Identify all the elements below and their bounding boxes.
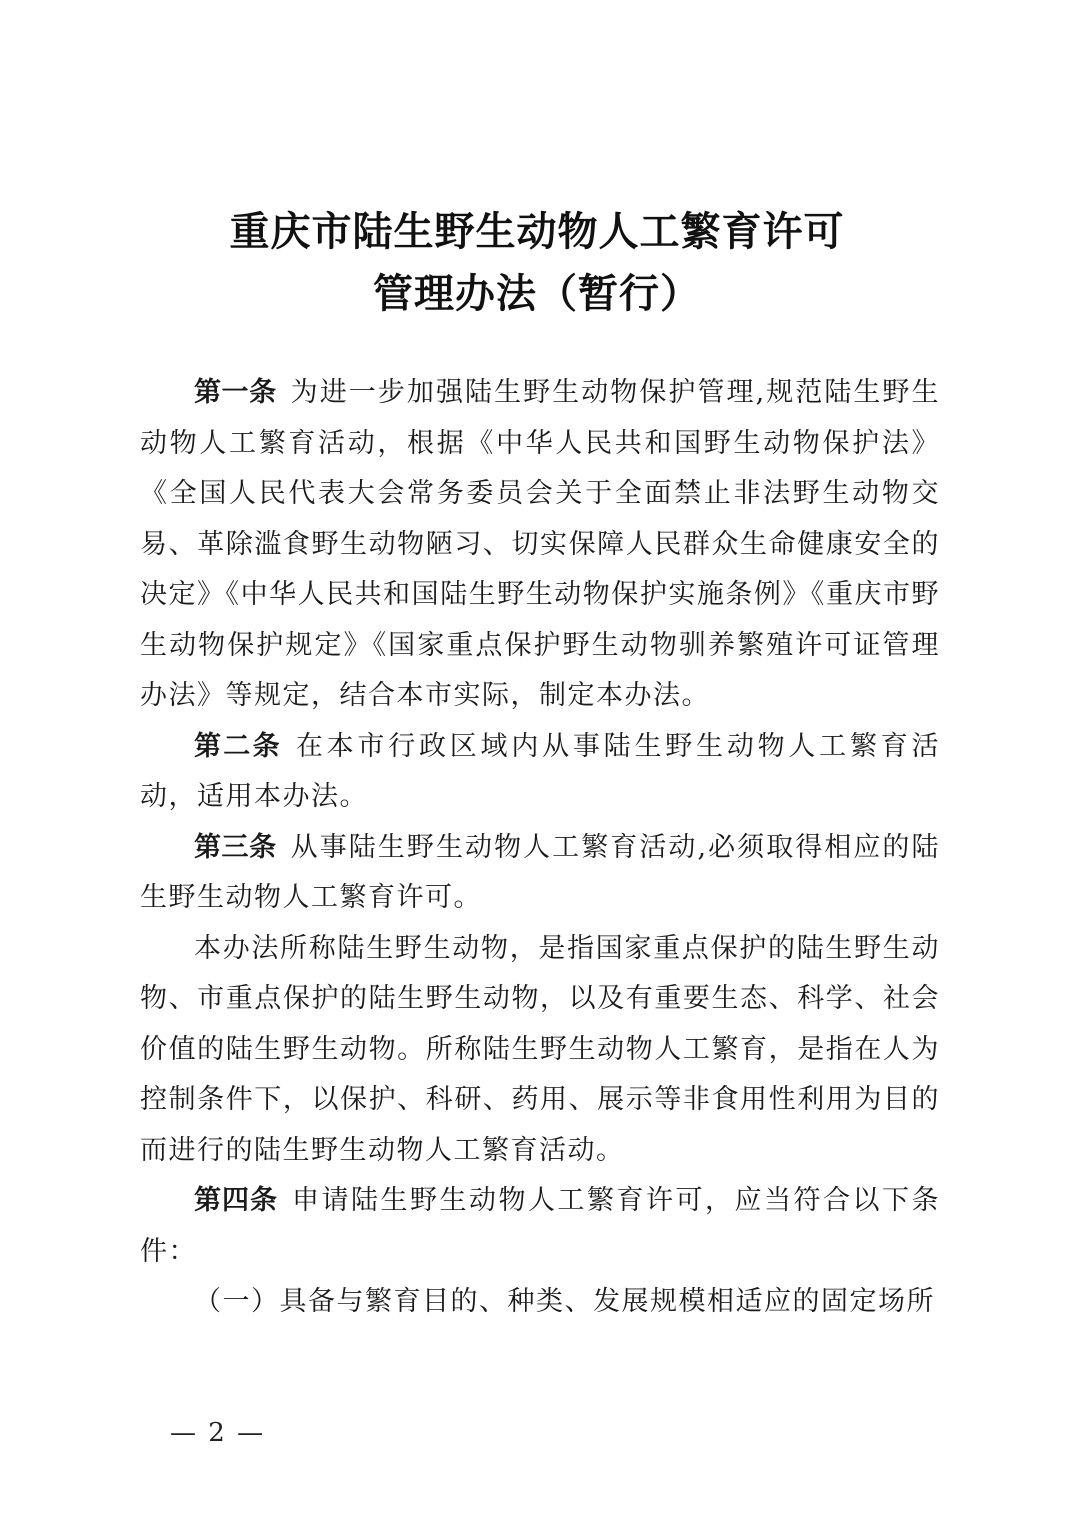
document-title-line1: 重庆市陆生野生动物人工繁育许可 [229,209,845,255]
paragraph [140,1176,940,1277]
paragraph-text: 为进一步加强陆生野生动物保护管理,规范陆生野生动物人工繁育活动，根据《中华人民共和国野生动物保护法》《全国人民代表大会常务委员会关于全面禁止非法野生动物交易、革除滥食野生动物陋习、切实保障人民群众生命健康安全的决定》《中华人民共和国陆生野生动物保护实施条例》《重庆市野生动物保护规定》《国家重点保护野生动物驯养繁殖许可证管理办法》等规定，结合本市实际，制定本办法。 [140,377,940,711]
document-body [140,368,940,1328]
article-number: 第三条 [194,831,277,863]
paragraph [140,823,940,924]
article-number: 第二条 [194,730,282,762]
paragraph [140,722,940,823]
page-number: — 2 — [170,1418,266,1448]
paragraph-text: 本办法所称陆生野生动物，是指国家重点保护的陆生野生动物、市重点保护的陆生野生动物，以及有重要生态、科学、社会价值的陆生野生动物。所称陆生野生动物人工繁育，是指在人为控制条件下，以保护、科研、药用、展示等非食用性利用为目的而进行的陆生野生动物人工繁育活动。 [140,932,940,1166]
paragraph [140,1277,940,1328]
paragraph-text: 在本市行政区域内从事陆生野生动物人工繁育活动，适用本办法。 [140,730,941,812]
paragraph-text: 申请陆生野生动物人工繁育许可，应当符合以下条件： [140,1185,940,1267]
paragraph-text: （一）具备与繁育目的、种类、发展规模相适应的固定场所 [194,1286,935,1317]
paragraph-text: 从事陆生野生动物人工繁育活动,必须取得相应的陆生野生动物人工繁育许可。 [140,831,940,913]
article-number: 第一条 [194,377,277,408]
article-number: 第四条 [194,1185,278,1216]
paragraph [140,368,940,722]
document-title-line2: 管理办法（暂行） [373,271,701,317]
paragraph [140,924,940,1177]
